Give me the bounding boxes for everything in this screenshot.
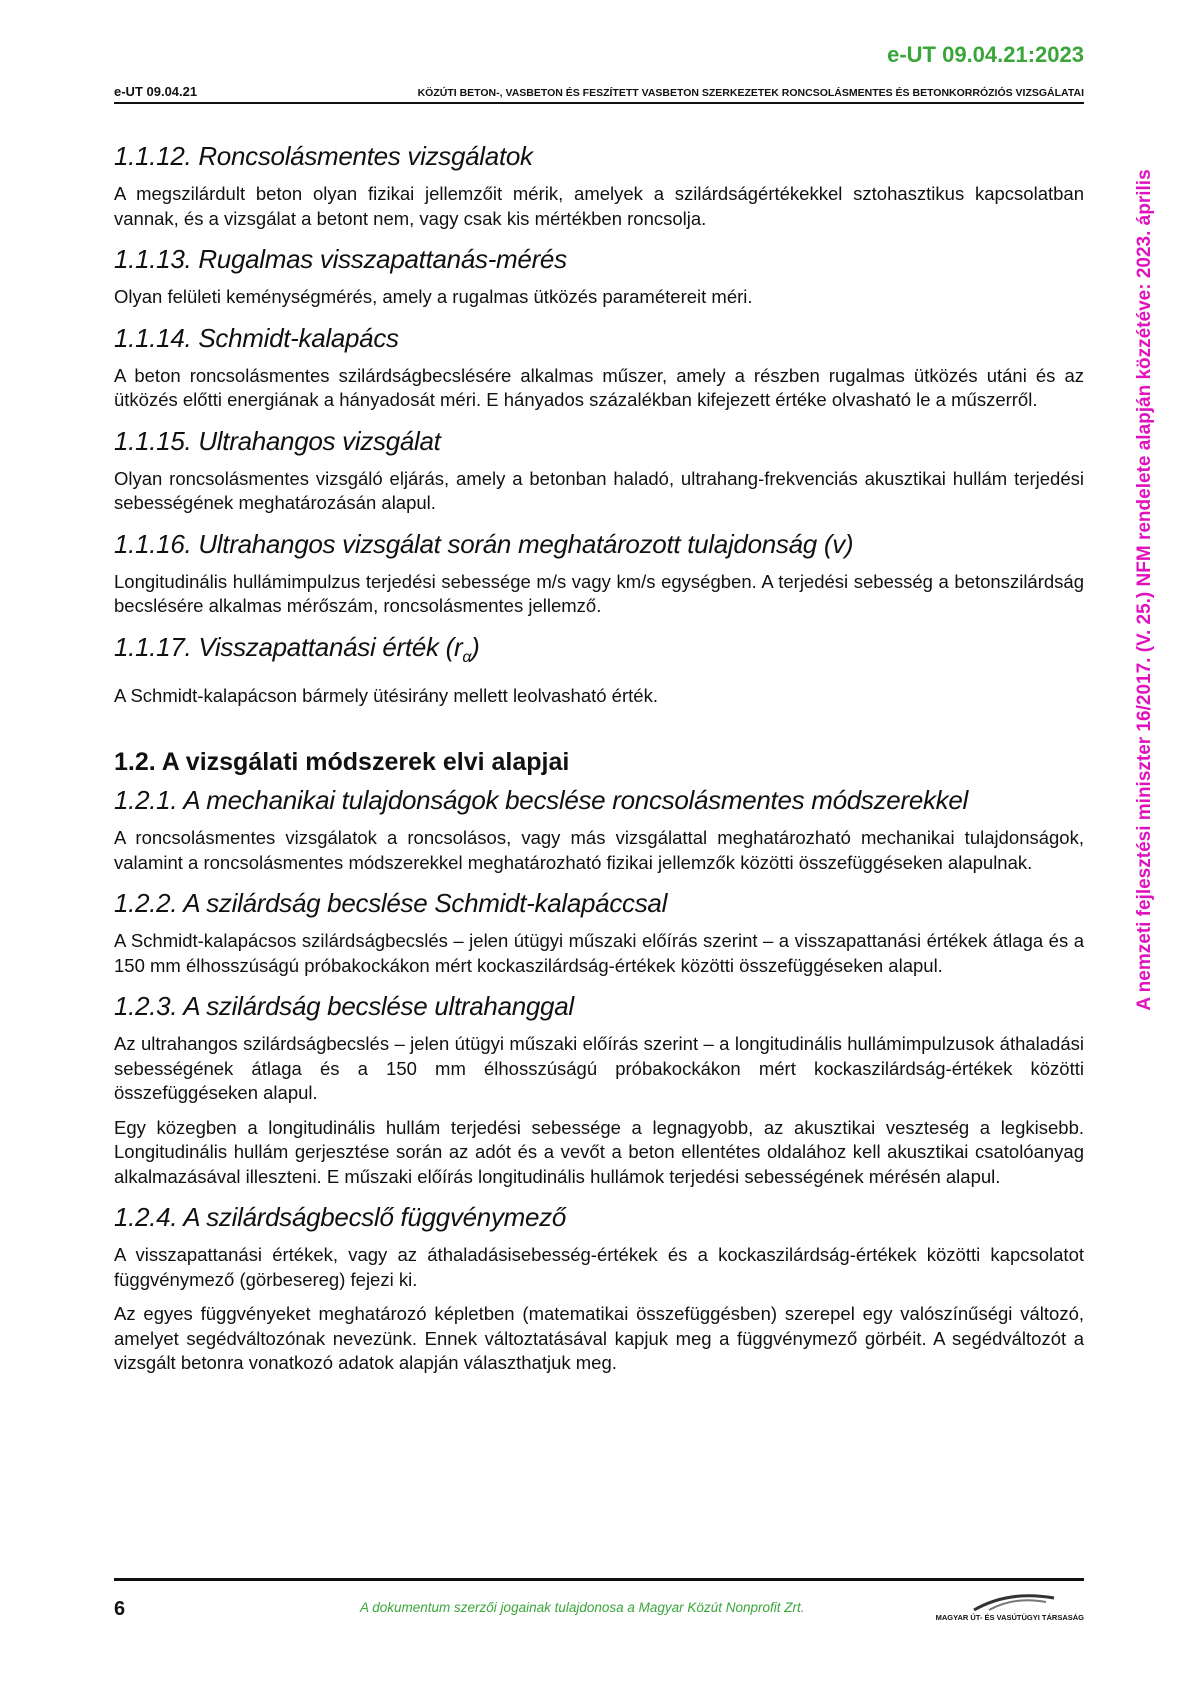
paragraph: Az egyes függvényeket meghatározó képletben (matematikai összefüggésben) szerepel egy valószínűségi változó, amelyet segédváltozónak nevezünk. Ennek változtatásával kapjuk meg a függvénymező görbéit. A segédváltozót a vizsgált betonra vonatkozó adatok alapján választhatjuk meg. <box>114 1303 1084 1374</box>
header-code: e-UT 09.04.21 <box>114 84 198 99</box>
heading-1-1-17 <box>114 631 1084 674</box>
page-header <box>114 84 1084 104</box>
paragraph: A visszapattanási értékek, vagy az áthaladásisebesség-értékek és a kockaszilárdság-értékek közötti kapcsolatot függvénymező (görbesereg) fejezi ki. <box>114 1244 1084 1290</box>
heading-1-1-16: 1.1.16. Ultrahangos vizsgálat során meghatározott tulajdonság (v) <box>114 528 854 559</box>
logo-arc-icon <box>934 1588 1084 1612</box>
footer-rule <box>114 1578 1084 1581</box>
heading-1-2-1: 1.2.1. A mechanikai tulajdonságok becslése roncsolásmentes módszerekkel <box>114 785 969 816</box>
heading-1-2-3: 1.2.3. A szilárdság becslése ultrahanggal <box>114 991 574 1022</box>
paragraph: A beton roncsolásmentes szilárdságbecslésére alkalmas műszer, amely a részben rugalmas ütközés utáni és az ütközés előtti energiának a hányadosát méri. E hányados százalékban kifejezett értéke olvasható le a műszerről. <box>114 364 1084 410</box>
footer-copyright: A dokumentum szerzői jogainak tulajdonosa a Magyar Közút Nonprofit Zrt. <box>360 1600 805 1615</box>
paragraph: Longitudinális hullámimpulzus terjedési sebessége m/s vagy km/s egységben. A terjedési sebesség a betonszilárdság becslésére alkalmas mérőszám, roncsolásmentes jellemző. <box>114 570 1084 616</box>
header-title: KÖZÚTI BETON-, VASBETON ÉS FESZÍTETT VASBETON SZERKEZETEK RONCSOLÁSMENTES ÉS BETONKORRÓZIÓS VIZSGÁLATAI <box>417 87 1084 99</box>
side-publication-note: A nemzeti fejlesztési miniszter 16/2017. (V. 25.) NFM rendelete alapján közzétéve: 2023. április <box>1134 169 1155 1011</box>
heading-1-2-2: 1.2.2. A szilárdság becslése Schmidt-kalapáccsal <box>114 888 668 919</box>
heading-1-1-12: 1.1.12. Roncsolásmentes vizsgálatok <box>114 141 533 171</box>
page-number: 6 <box>114 1598 126 1620</box>
page-content <box>114 140 1084 1388</box>
heading-1-2-4: 1.2.4. A szilárdságbecslő függvénymező <box>114 1202 567 1233</box>
heading-1-1-15: 1.1.15. Ultrahangos vizsgálat <box>114 425 441 456</box>
heading-1-1-14: 1.1.14. Schmidt-kalapács <box>114 322 399 353</box>
heading-1-1-13: 1.1.13. Rugalmas visszapattanás-mérés <box>114 244 567 274</box>
heading-1-2: 1.2. A vizsgálati módszerek elvi alapjai <box>114 748 570 777</box>
paragraph: Az ultrahangos szilárdságbecslés – jelen útügyi műszaki előírás szerint – a longitudinális hullámimpulzusok áthaladási sebességének átlaga és a 150 mm élhosszúságú próbakockákon mért kockaszilárdság-értékek közötti összefüggéseken alapul. <box>114 1033 1084 1104</box>
paragraph: A megszilárdult beton olyan fizikai jellemzőit mérik, amelyek a szilárdságértékekkel sztohasztikus kapcsolatban vannak, és a vizsgálat a betont nem, vagy csak kis mértékben roncsolja. <box>114 183 1084 229</box>
heading-text: 1.1.17. Visszapattanási érték (r <box>114 631 463 662</box>
paragraph: Olyan felületi keménységmérés, amely a rugalmas ütközés paramétereit méri. <box>114 286 753 307</box>
paragraph: A Schmidt-kalapácsos szilárdságbecslés – jelen útügyi műszaki előírás szerint – a visszapattanási értékek átlaga és a 150 mm élhosszúságú próbakockákon mért kockaszilárdság-értékek közötti összefüggéseken alapul. <box>114 930 1084 976</box>
paragraph: Egy közegben a longitudinális hullám terjedési sebessége a legnagyobb, az akusztikai veszteség a legkisebb. Longitudinális hullám gerjesztése során az adót és a vevőt a beton ellentétes oldalához kell akusztikai csatolóanyag alkalmazásával illeszteni. E műszaki előírás longitudinális hullámok terjedési sebességének mérésén alapul. <box>114 1116 1084 1187</box>
paragraph: Olyan roncsolásmentes vizsgáló eljárás, amely a betonban haladó, ultrahang-frekvenciás akusztikai hullám terjedési sebességének meghatározásán alapul. <box>114 467 1084 513</box>
document-stamp: e-UT 09.04.21:2023 <box>887 42 1084 67</box>
heading-subscript: α <box>462 648 472 666</box>
logo-text: MAGYAR ÚT- ÉS VASÚTÜGYI TÁRSASÁG <box>935 1613 1084 1622</box>
paragraph: A roncsolásmentes vizsgálatok a roncsolásos, vagy más vizsgálattal meghatározható mechanikai tulajdonságok, valamint a roncsolásmentes módszerekkel meghatározható fizikai jellemzők közötti összefüggéseken alapulnak. <box>114 827 1084 873</box>
paragraph: A Schmidt-kalapácson bármely ütésirány mellett leolvasható érték. <box>114 684 658 706</box>
road-arc-logo-icon <box>934 1588 1084 1622</box>
heading-text-end: ) <box>471 631 480 662</box>
